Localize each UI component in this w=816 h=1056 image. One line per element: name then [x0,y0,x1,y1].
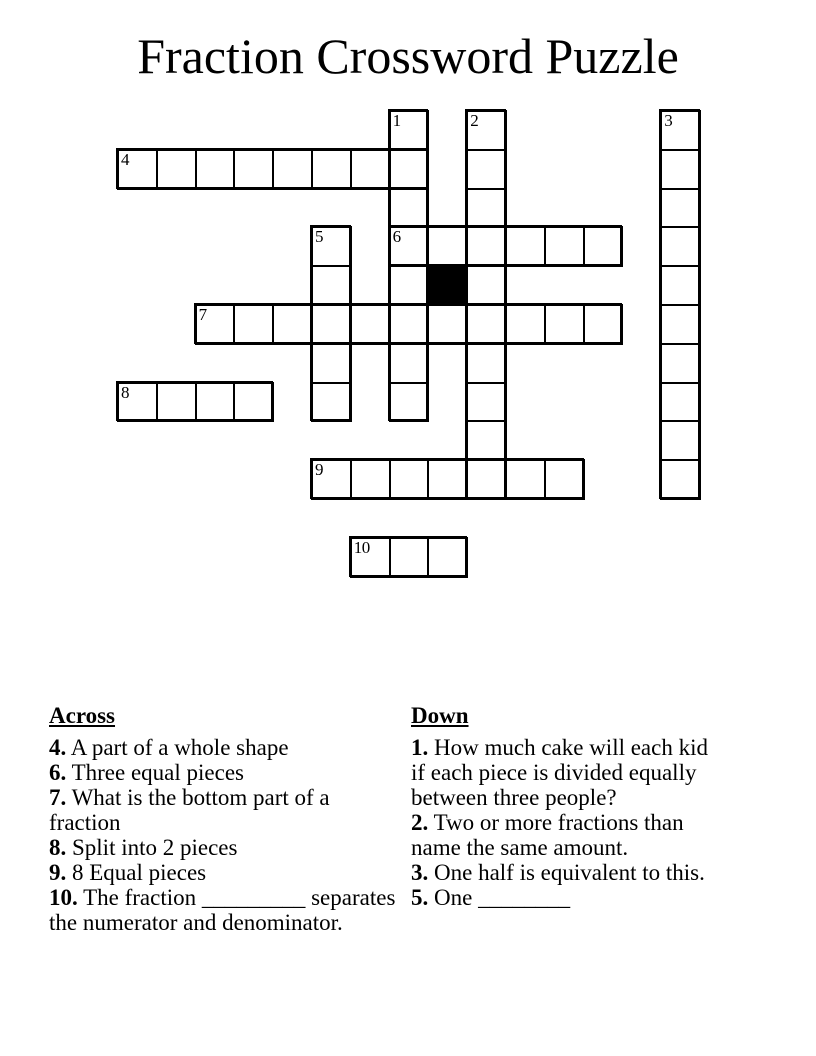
clue-number: 1. [411,735,429,760]
across-clues-column [49,703,401,935]
clue-number: 8. [49,835,67,860]
grid-cell-c14-r4[interactable] [660,265,701,306]
grid-cell-c9-r9[interactable] [466,459,507,500]
grid-cell-c3-r5[interactable] [233,304,274,345]
grid-cell-c9-r7[interactable] [466,382,507,423]
clue-across-6: 6. Three equal pieces [49,760,244,785]
clue-down-3: 3. One half is equivalent to this. [411,860,705,885]
grid-number-10: 10 [353,537,370,557]
grid-cell-c2-r7[interactable] [195,382,236,423]
across-header: Across [49,703,116,728]
clue-across-8: 8. Split into 2 pieces [49,835,238,860]
grid-cell-c14-r2[interactable] [660,188,701,229]
clue-down-5: 5. One ________ [411,885,571,910]
grid-cell-c9-r5[interactable] [466,304,507,345]
grid-number-2: 2 [470,111,479,130]
grid-cell-c1-r7[interactable] [156,382,197,423]
grid-cell-c11-r9[interactable] [544,459,585,500]
clue-across-4: 4. A part of a whole shape [49,735,289,760]
grid-cell-c10-r5[interactable] [505,304,546,345]
grid-cell-c14-r8[interactable] [660,420,701,461]
down-header: Down [411,703,469,728]
grid-number-6: 6 [392,227,401,247]
grid-cell-c6-r5[interactable] [350,304,391,345]
grid-cell-c9-r4[interactable] [466,265,507,306]
grid-cell-c14-r3[interactable] [660,226,701,267]
grid-cell-c8-r11[interactable] [427,537,468,578]
grid-cell-c9-r2[interactable] [466,188,507,229]
grid-cell-c2-r1[interactable] [195,149,236,190]
grid-cell-c14-r7[interactable] [660,382,701,423]
clue-number: 4. [49,735,67,760]
grid-cell-c12-r5[interactable] [583,304,624,345]
grid-cell-c7-r11[interactable] [389,537,430,578]
grid-cell-c14-r1[interactable] [660,149,701,190]
clue-number: 7. [49,785,67,810]
grid-number-9: 9 [315,460,323,480]
grid-number-1: 1 [392,111,401,130]
grid-cell-c10-r9[interactable] [505,459,546,500]
grid-cell-c3-r1[interactable] [233,149,274,190]
grid-cell-c14-r6[interactable] [660,343,701,384]
grid-cell-c7-r4[interactable] [389,265,430,306]
grid-cell-c7-r7[interactable] [389,382,430,423]
grid-cell-c5-r4[interactable] [311,265,352,306]
grid-cell-c4-r5[interactable] [272,304,313,345]
grid-cell-c1-r1[interactable] [156,149,197,190]
grid-cell-c8-r3[interactable] [427,226,468,267]
grid-cell-c9-r1[interactable] [466,149,507,190]
clue-across-10: 10. The fraction _________ separates the numerator and denominator. [49,885,396,935]
clue-number: 3. [411,860,429,885]
grid-cell-c7-r5[interactable] [389,304,430,345]
grid-cell-c11-r3[interactable] [544,226,585,267]
grid-cell-c5-r5[interactable] [311,304,352,345]
grid-cell-c7-r1[interactable] [389,149,430,190]
grid-cell-c11-r5[interactable] [544,304,585,345]
black-cell [427,265,468,306]
grid-cell-c5-r7[interactable] [311,382,352,423]
grid-cell-c7-r9[interactable] [389,459,430,500]
clue-number: 2. [411,810,429,835]
clue-number: 9. [49,860,67,885]
grid-cell-c14-r9[interactable] [660,459,701,500]
grid-cell-c10-r3[interactable] [505,226,546,267]
clue-number: 6. [49,760,67,785]
clue-down-1: 1. How much cake will each kid if each piece is divided equally between three people? [411,735,708,810]
grid-cell-c6-r9[interactable] [350,459,391,500]
grid-cell-c8-r9[interactable] [427,459,468,500]
grid-cell-c7-r6[interactable] [389,343,430,384]
grid-number-5: 5 [315,227,323,247]
grid-number-8: 8 [121,382,129,402]
grid-cell-c14-r5[interactable] [660,304,701,345]
grid-cell-c6-r1[interactable] [350,149,391,190]
grid-number-3: 3 [664,111,673,130]
clue-across-9: 9. 8 Equal pieces [49,860,207,885]
grid-cell-c3-r7[interactable] [233,382,274,423]
grid-cell-c9-r3[interactable] [466,226,507,267]
grid-cell-c9-r8[interactable] [466,420,507,461]
grid-cell-c4-r1[interactable] [272,149,313,190]
clue-across-7: 7. What is the bottom part of a fraction [49,785,330,835]
grid-cell-c7-r2[interactable] [389,188,430,229]
clue-number: 5. [411,885,429,910]
grid-cell-c5-r1[interactable] [311,149,352,190]
clue-down-2: 2. Two or more fractions than name the same amount. [411,810,684,860]
grid-number-7: 7 [198,305,207,324]
grid-number-4: 4 [121,149,129,169]
grid-cell-c8-r5[interactable] [427,304,468,345]
grid-cell-c12-r3[interactable] [583,226,624,267]
grid-cell-c5-r6[interactable] [311,343,352,384]
page-title: Fraction Crossword Puzzle [137,28,679,84]
down-clues-column [411,703,719,910]
grid-cell-c9-r6[interactable] [466,343,507,384]
clue-number: 10. [49,885,78,910]
